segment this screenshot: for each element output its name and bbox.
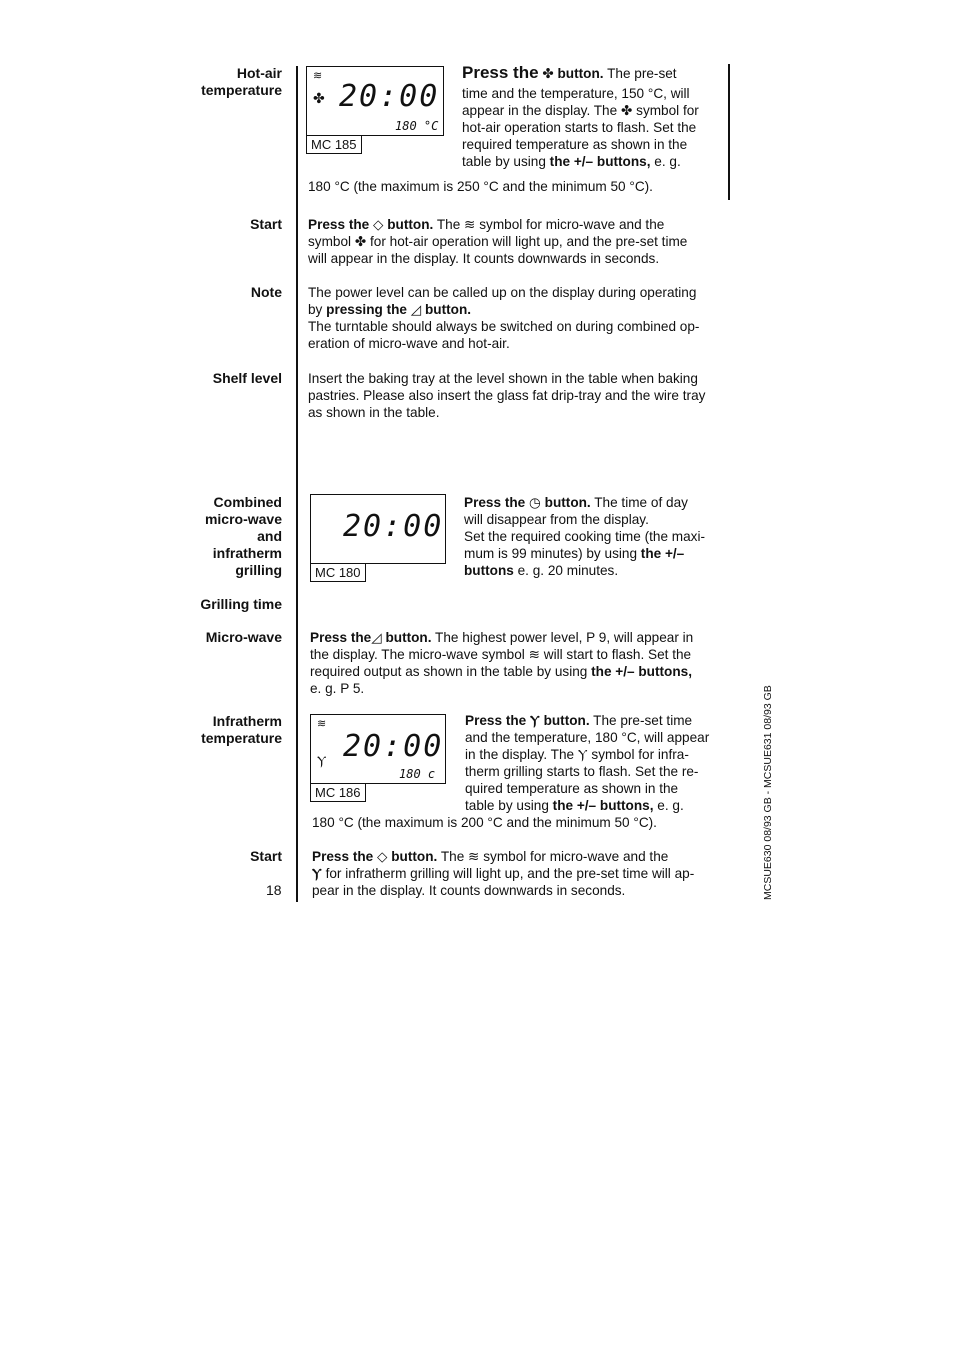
start1-l3: will appear in the display. It counts downwards in seconds. [308,251,660,266]
note-l2b: pressing the [326,302,407,317]
label-combined-2: micro-wave [204,511,282,527]
label-combined [205,494,282,579]
infratherm-paragraph [465,712,719,814]
display-temp [395,119,438,133]
model-label-mc185: MC 185 [306,135,362,154]
start2-l2: for infratherm grilling will light up, and the pre-set time will ap- [325,866,695,881]
display-digits: 20:00 [343,729,444,764]
start1-l1b: symbol for micro-wave and the [479,217,665,232]
note-l1: The power level can be called up on the display during operating [308,285,697,300]
microwave-icon: ≋ [317,718,327,730]
pressing-icon: ◿ [371,630,382,645]
label-start: Start [250,216,282,232]
start2-paragraph [312,848,724,899]
clock-press: Press the [464,495,526,510]
mw-button: button. [385,630,432,645]
display-digits: 20:00 [339,79,440,114]
start1-button: button. [387,217,434,232]
label-note: Note [250,284,282,300]
note-l2a: by [308,302,323,317]
microwave-icon: ≋ [313,70,323,82]
inf-l6c: e. g. [657,798,684,813]
hotair-l1: The pre-set [607,66,677,81]
start2-l3: pear in the display. It counts downwards in seconds. [312,883,626,898]
display-temp [399,767,435,781]
start1-press: Press the [308,217,370,232]
clock-l4a: mum is 99 minutes) by using [464,546,638,561]
mw-l3a: required output as shown in the table by using [310,664,588,679]
start2-l1a: The [440,849,465,864]
clock-l4b: the +/– [640,546,685,561]
mw-l1: The highest power level, P 9, will appear in [435,630,694,645]
fan-icon: ✤ [354,234,367,249]
model-label-mc180: MC 180 [310,563,366,582]
start1-l1a: The [436,217,461,232]
inf-press: Press the [465,713,527,728]
inf-l2: and the temperature, 180 °C, will appear [465,730,710,745]
mw-l3b: the +/– buttons, [591,664,692,679]
hotair-l2: time and the temperature, 150 °C, will [462,86,690,101]
label-start-2: Start [250,848,282,864]
inf-button: button. [543,713,590,728]
label-shelf-level: Shelf level [212,370,282,386]
hotair-paragraph [462,62,716,170]
note-paragraph [308,284,724,352]
inf-l3b: symbol for infra- [591,747,689,762]
label-temperature: temperature [201,82,282,98]
shelf-l3: as shown in the table. [308,405,440,420]
microwave-paragraph [310,629,722,697]
mw-l2a: the display. The micro-wave symbol [310,647,525,662]
mw-l4: e. g. P 5. [310,681,365,696]
hotair-button: button. [557,66,604,81]
start-icon: ◇ [373,217,384,232]
hotair-l3b: symbol for [636,103,699,118]
display-mc180 [310,494,446,564]
label-hot-air: Hot-air [236,65,282,81]
start-icon: ◇ [377,849,388,864]
clock-paragraph [464,494,718,579]
inf-l3a: in the display. The [465,747,575,762]
pressing-icon: ◿ [410,302,422,317]
fan-icon: ✤ [542,66,554,81]
label-temperature-2: temperature [201,730,282,746]
hotair-l3a: appear in the display. The [462,103,618,118]
start1-l2b: for hot-air operation will light up, and the pre-set time [370,234,688,249]
note-l3: The turntable should always be switched on during combined op- [308,319,700,334]
mw-l2b: will start to flash. Set the [543,647,692,662]
shelf-l1: Insert the baking tray at the level shown in the table when baking [308,371,698,386]
inf-l6a: table by using [465,798,549,813]
label-combined-5: grilling [235,562,282,578]
label-infratherm-temperature [201,713,282,747]
display-mc185 [306,66,444,136]
grill-icon: Ⲩ [312,866,322,881]
grill-icon: Ⲩ [317,753,327,768]
clock-button: button. [544,495,591,510]
inf-l6b: the +/– buttons, [552,798,654,813]
start2-l1b: symbol for micro-wave and the [483,849,669,864]
display-digits: 20:00 [343,509,444,544]
display-temp-unit: c [427,767,436,781]
page-number: 18 [266,882,282,898]
inf-l7: 180 °C (the maximum is 200 °C and the minimum 50 °C). [312,815,657,830]
label-micro-wave: Micro-wave [205,629,282,645]
footer-code: MCSUE630 08/93 GB - MCSUE631 08/93 GB [762,685,774,900]
grill-icon: Ⲩ [530,713,540,728]
inf-l5: quired temperature as shown in the [465,781,679,796]
label-hot-air-temperature [201,65,282,99]
shelf-paragraph [308,370,724,421]
shelf-l2: pastries. Please also insert the glass fat drip-tray and the wire tray [308,388,706,403]
fan-icon: ✤ [313,90,325,106]
label-combined-3: and [257,528,282,544]
display-temp-unit: °C [423,119,439,133]
label-infratherm: Infratherm [212,713,282,729]
display-temp-value: 180 [395,119,417,133]
hotair-l6c: e. g. [654,154,681,169]
inf-l1: The pre-set time [593,713,693,728]
hotair-l6b: the +/– buttons, [549,154,651,169]
display-temp-value: 180 [399,767,421,781]
model-label-mc186: MC 186 [310,783,366,802]
label-combined-4: infratherm [212,545,282,561]
label-grilling-time: Grilling time [200,596,282,612]
clock-l2: will disappear from the display. [464,512,649,527]
hotair-l5: required temperature as shown in the [462,137,688,152]
start1-l2a: symbol [308,234,352,249]
clock-l5b: e. g. 20 minutes. [517,563,619,578]
grill-icon: Ⲩ [577,747,588,762]
right-column-rule [728,64,730,200]
clock-l3: Set the required cooking time (the maxi- [464,529,706,544]
microwave-icon: ≋ [468,849,480,864]
hotair-press: Press the [462,63,539,82]
microwave-icon: ≋ [528,647,540,662]
display-mc186 [310,714,446,784]
hotair-l3 [462,102,716,119]
start1-paragraph [308,216,724,267]
start2-button: button. [391,849,438,864]
start2-press: Press the [312,849,374,864]
clock-icon: ◷ [529,495,541,510]
fan-icon: ✤ [620,103,633,118]
left-column-rule [296,66,298,902]
hotair-l6a: table by using [462,154,546,169]
label-combined-1: Combined [213,494,282,510]
mw-press: Press the [310,630,372,645]
hotair-l6 [462,153,716,170]
note-l2c: button. [425,302,472,317]
clock-l5a: buttons [464,563,514,578]
microwave-icon: ≋ [464,217,476,232]
hotair-l4: hot-air operation starts to flash. Set the [462,120,697,135]
hotair-l7: 180 °C (the maximum is 250 °C and the minimum 50 °C). [308,179,653,194]
clock-l1: The time of day [594,495,688,510]
inf-l4: therm grilling starts to flash. Set the re- [465,764,699,779]
note-l4: eration of micro-wave and hot-air. [308,336,510,351]
